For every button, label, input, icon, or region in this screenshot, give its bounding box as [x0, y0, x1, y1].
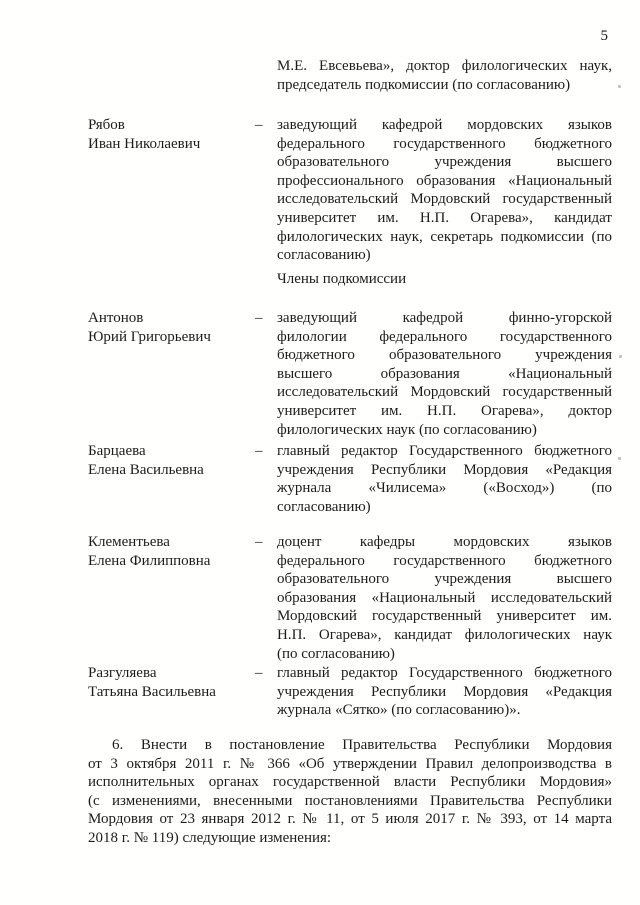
- entry-row-klementeva: [88, 533, 612, 663]
- entry-row-bartsaeva: [88, 442, 612, 516]
- text-line: заведующий кафедрой финно-угорской: [277, 310, 612, 326]
- text-line: М.Е. Евсевьева», доктор филологических наук,: [277, 58, 612, 74]
- text-line: исполнительных органах государственной власти Республики Мордовия»: [88, 774, 612, 791]
- text-line: федерального государственного бюджетного: [277, 135, 612, 152]
- text-line: (с изменениями, внесенными постановлениями Правительства Республики: [88, 792, 612, 809]
- entry-role: [277, 116, 612, 265]
- text-line: учреждения Республики Мордовия «Редакция: [277, 683, 612, 700]
- text-line: Рябов: [88, 117, 125, 133]
- text-line: 2018 г. № 119) следующие изменения:: [88, 829, 332, 846]
- entry-name: [88, 442, 255, 479]
- text-line: журнала «Чилисема» («Восход») (по: [277, 480, 612, 497]
- text-line: главный редактор Государственного бюджетного: [277, 443, 612, 459]
- text-line: филологических наук (по согласованию): [277, 421, 537, 438]
- text-line: Клементьева: [88, 534, 170, 550]
- text-line: университет им. Н.П. Огарева», доктор: [277, 402, 612, 419]
- text-line: университет им. Н.П. Огарева», кандидат: [277, 209, 612, 226]
- text-line: согласованию): [277, 498, 371, 515]
- scan-artifact: [618, 457, 621, 460]
- text-line: образовательного учреждения высшего: [277, 154, 612, 171]
- text-line: заведующий кафедрой мордовских языков: [277, 117, 612, 133]
- members-heading: Члены подкомиссии: [277, 271, 407, 287]
- entry-row-ryabov: [88, 116, 612, 265]
- text-line: 6. Внести в постановление Правительства Республики Мордовия: [112, 737, 612, 753]
- text-line: председатель подкомиссии (по согласованию): [277, 76, 571, 93]
- text-line: Татьяна Васильевна: [88, 683, 216, 700]
- scan-artifact: [618, 85, 621, 88]
- text-line: Мордовия от 23 января 2012 г. № 11, от 5 июля 2017 г. № 393, от 14 марта: [88, 811, 612, 828]
- text-line: Иван Николаевич: [88, 135, 201, 152]
- text-line: Антонов: [88, 310, 144, 326]
- text-line: Барцаева: [88, 443, 146, 459]
- entry-role: [277, 442, 612, 516]
- text-line: филологии федерального государственного: [277, 328, 612, 345]
- text-line: Юрий Григорьевич: [88, 328, 211, 345]
- text-line: высшего образования «Национальный: [277, 365, 612, 382]
- entry-row-razgulyaeva: [88, 664, 612, 720]
- text-line: федерального государственного бюджетного: [277, 552, 612, 569]
- text-line: исследовательский Мордовский государственный: [277, 384, 612, 401]
- entry-dash: –: [255, 665, 263, 681]
- text-line: Разгуляева: [88, 665, 157, 681]
- text-line: филологических наук, секретарь подкомиссии (по: [277, 228, 612, 245]
- text-line: Мордовский государственный университет им.: [277, 608, 612, 625]
- text-line: бюджетного образовательного учреждения: [277, 347, 612, 364]
- text-line: Елена Васильевна: [88, 461, 204, 478]
- entry-dash: –: [255, 310, 263, 326]
- amendment-paragraph: [88, 736, 612, 848]
- text-line: образовательного учреждения высшего: [277, 571, 612, 588]
- entry-dash: –: [255, 534, 263, 550]
- text-line: главный редактор Государственного бюджетного: [277, 665, 612, 681]
- entry-name: [88, 309, 255, 346]
- entry-dash: –: [255, 443, 263, 459]
- entry-role: [277, 533, 612, 663]
- text-line: журнала «Сятко» (по согласованию)».: [277, 702, 521, 719]
- text-line: образования «Национальный исследовательский: [277, 589, 612, 606]
- entry-name: [88, 664, 255, 701]
- text-line: Елена Филипповна: [88, 552, 211, 569]
- scan-artifact: [619, 355, 622, 358]
- text-line: учреждения Республики Мордовия «Редакция: [277, 461, 612, 478]
- text-line: доцент кафедры мордовских языков: [277, 534, 612, 550]
- intro-continuation: [277, 57, 612, 94]
- entry-row-antonov: [88, 309, 612, 439]
- text-line: исследовательский Мордовский государственный: [277, 191, 612, 208]
- text-line: согласованию): [277, 247, 371, 264]
- text-line: профессионального образования «Национальный: [277, 172, 612, 189]
- entry-name: [88, 533, 255, 570]
- entry-role: [277, 664, 612, 720]
- entry-role: [277, 309, 612, 439]
- entry-dash: –: [255, 117, 263, 133]
- page-number: 5: [600, 28, 608, 44]
- text-line: от 3 октября 2011 г. № 366 «Об утверждении Правил делопроизводства в: [88, 755, 612, 772]
- text-line: Н.П. Огарева», кандидат филологических наук: [277, 626, 612, 643]
- text-line: (по согласованию): [277, 645, 395, 662]
- entry-name: [88, 116, 255, 153]
